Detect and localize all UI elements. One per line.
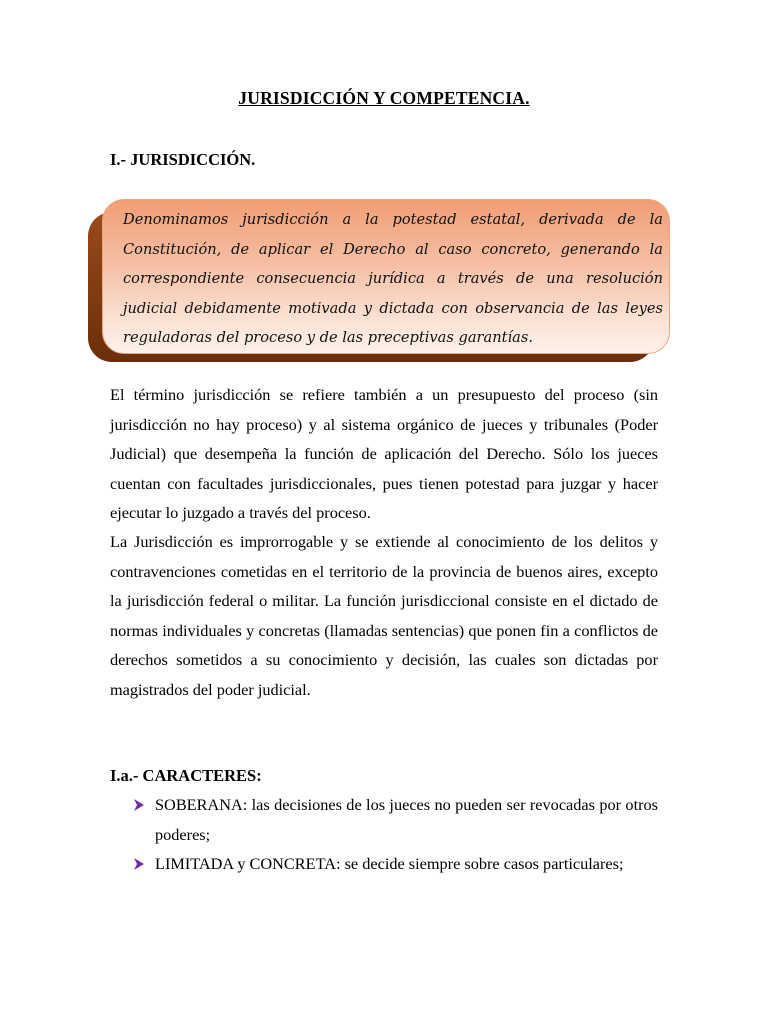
list-item-text: LIMITADA y CONCRETA: se decide siempre sobre casos particulares; [155, 854, 624, 874]
paragraph-improrrogable: La Jurisdicción es improrrogable y se extiende al conocimiento de los delitos y contravenciones cometidas en el territorio de la provincia de buenos aires, excepto la jurisdicción federal o militar. La función jurisdiccional consiste en el dictado de normas individuales y concretas (llamadas sentencias) que ponen fin a conflictos de derechos sometidos a su conocimiento y decisión, las cuales son dictadas por magistrados del poder judicial. [110, 532, 658, 699]
list-item [133, 790, 658, 849]
list-item [133, 849, 658, 879]
paragraph-presupuesto: El término jurisdicción se refiere también a un presupuesto del proceso (sin jurisdicción no hay proceso) y al sistema orgánico de jueces y tribunales (Poder Judicial) que desempeña la función de aplicación del Derecho. Sólo los jueces cuentan con facultades jurisdiccionales, pues tienen potestad para juzgar y hacer ejecutar lo juzgado a través del proceso. [110, 385, 658, 523]
document-title: JURISDICCIÓN Y COMPETENCIA. [238, 88, 530, 108]
arrow-bullet-icon [133, 858, 145, 870]
list-item-text: SOBERANA: las decisiones de los jueces no pueden ser revocadas por otros poderes; [155, 795, 658, 844]
arrow-bullet-icon [133, 799, 145, 811]
section-heading-caracteres: I.a.- CARACTERES: [110, 766, 262, 785]
callout-definition-text: Denominamos jurisdicción a la potestad estatal, derivada de la Constitución, de aplicar el Derecho al caso concreto, generando la correspondiente consecuencia jurídica a través de una resolución judicial debidamente motivada y dictada con observancia de las leyes reguladoras del proceso y de las preceptivas garantías. [123, 211, 663, 346]
section-heading-jurisdiccion: I.- JURISDICCIÓN. [110, 150, 256, 169]
caracteres-list [133, 790, 658, 879]
definition-callout [88, 199, 672, 362]
callout-box [102, 199, 670, 354]
